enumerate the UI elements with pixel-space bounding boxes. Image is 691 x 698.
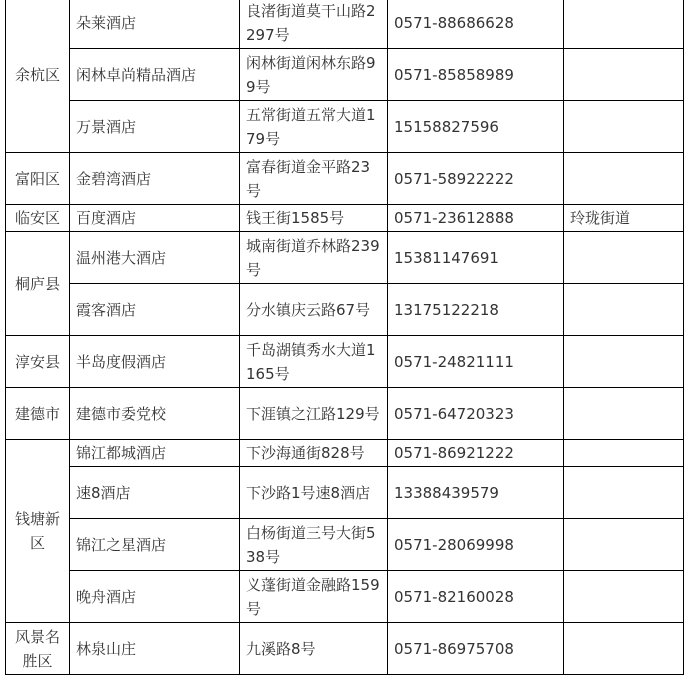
- hotel-name: 锦江都城酒店: [70, 440, 240, 467]
- hotel-phone: 13388439579: [388, 467, 564, 519]
- hotel-address: 钱王街1585号: [240, 205, 388, 232]
- hotel-phone: 0571-24821111: [388, 336, 564, 388]
- district-cell: 富阳区: [6, 153, 70, 205]
- table-row: [6, 388, 684, 440]
- hotel-address: 五常街道五常大道179号: [240, 101, 388, 153]
- hotel-phone: 0571-88686628: [388, 0, 564, 49]
- district-cell: 淳安县: [6, 336, 70, 388]
- hotel-note: [564, 440, 684, 467]
- hotel-name: 百度酒店: [70, 205, 240, 232]
- hotel-note: [564, 571, 684, 623]
- hotel-phone: 0571-85858989: [388, 49, 564, 101]
- hotel-note: [564, 49, 684, 101]
- district-cell: 临安区: [6, 205, 70, 232]
- hotel-name: 锦江之星酒店: [70, 519, 240, 571]
- hotel-address: 下沙海通街828号: [240, 440, 388, 467]
- hotel-note: [564, 232, 684, 284]
- table-row: [6, 623, 684, 675]
- hotel-note: [564, 336, 684, 388]
- hotel-address: 九溪路8号: [240, 623, 388, 675]
- hotel-name: 温州港大酒店: [70, 232, 240, 284]
- table-row: [6, 336, 684, 388]
- hotel-address: 千岛湖镇秀水大道1165号: [240, 336, 388, 388]
- hotel-name: 速8酒店: [70, 467, 240, 519]
- hotel-phone: 15158827596: [388, 101, 564, 153]
- district-cell: 建德市: [6, 388, 70, 440]
- hotel-note: [564, 623, 684, 675]
- hotel-address: 闲林街道闲林东路99号: [240, 49, 388, 101]
- hotel-phone: 0571-86921222: [388, 440, 564, 467]
- hotel-address: 下涯镇之江路129号: [240, 388, 388, 440]
- hotel-name: 半岛度假酒店: [70, 336, 240, 388]
- table-row: [6, 232, 684, 284]
- hotel-phone: 13175122218: [388, 284, 564, 336]
- hotel-phone: 0571-86975708: [388, 623, 564, 675]
- hotel-name: 金碧湾酒店: [70, 153, 240, 205]
- hotel-phone: 0571-64720323: [388, 388, 564, 440]
- hotel-address: 白杨街道三号大街538号: [240, 519, 388, 571]
- hotel-name: 建德市委党校: [70, 388, 240, 440]
- table-row: [6, 49, 684, 101]
- table-row: [6, 205, 684, 232]
- district-cell: 桐庐县: [6, 232, 70, 336]
- hotel-phone: 0571-23612888: [388, 205, 564, 232]
- hotel-table: [5, 0, 684, 675]
- hotel-phone: 0571-58922222: [388, 153, 564, 205]
- hotel-address: 良渚街道莫干山路2297号: [240, 0, 388, 49]
- district-cell: 钱塘新区: [6, 440, 70, 623]
- hotel-name: 林泉山庄: [70, 623, 240, 675]
- hotel-phone: 15381147691: [388, 232, 564, 284]
- table-row: [6, 519, 684, 571]
- hotel-note: [564, 0, 684, 49]
- hotel-note: [564, 388, 684, 440]
- hotel-phone: 0571-28069998: [388, 519, 564, 571]
- table-row: [6, 440, 684, 467]
- hotel-note: [564, 519, 684, 571]
- hotel-note: [564, 467, 684, 519]
- hotel-address: 分水镇庆云路67号: [240, 284, 388, 336]
- table-row: [6, 571, 684, 623]
- hotel-phone: 0571-82160028: [388, 571, 564, 623]
- hotel-name: 朵莱酒店: [70, 0, 240, 49]
- hotel-name: 霞客酒店: [70, 284, 240, 336]
- hotel-address: 富春街道金平路23号: [240, 153, 388, 205]
- hotel-address: 义蓬街道金融路159号: [240, 571, 388, 623]
- table-row: [6, 467, 684, 519]
- hotel-note: [564, 153, 684, 205]
- table-row: [6, 153, 684, 205]
- hotel-address: 下沙路1号速8酒店: [240, 467, 388, 519]
- hotel-note: [564, 284, 684, 336]
- hotel-note: [564, 101, 684, 153]
- table-row: [6, 0, 684, 49]
- district-cell: 风景名胜区: [6, 623, 70, 675]
- hotel-note: 玲珑街道: [564, 205, 684, 232]
- table-row: [6, 284, 684, 336]
- hotel-name: 晚舟酒店: [70, 571, 240, 623]
- hotel-name: 闲林卓尚精品酒店: [70, 49, 240, 101]
- table-row: [6, 101, 684, 153]
- hotel-name: 万景酒店: [70, 101, 240, 153]
- hotel-address: 城南街道乔林路239号: [240, 232, 388, 284]
- district-cell: 余杭区: [6, 0, 70, 153]
